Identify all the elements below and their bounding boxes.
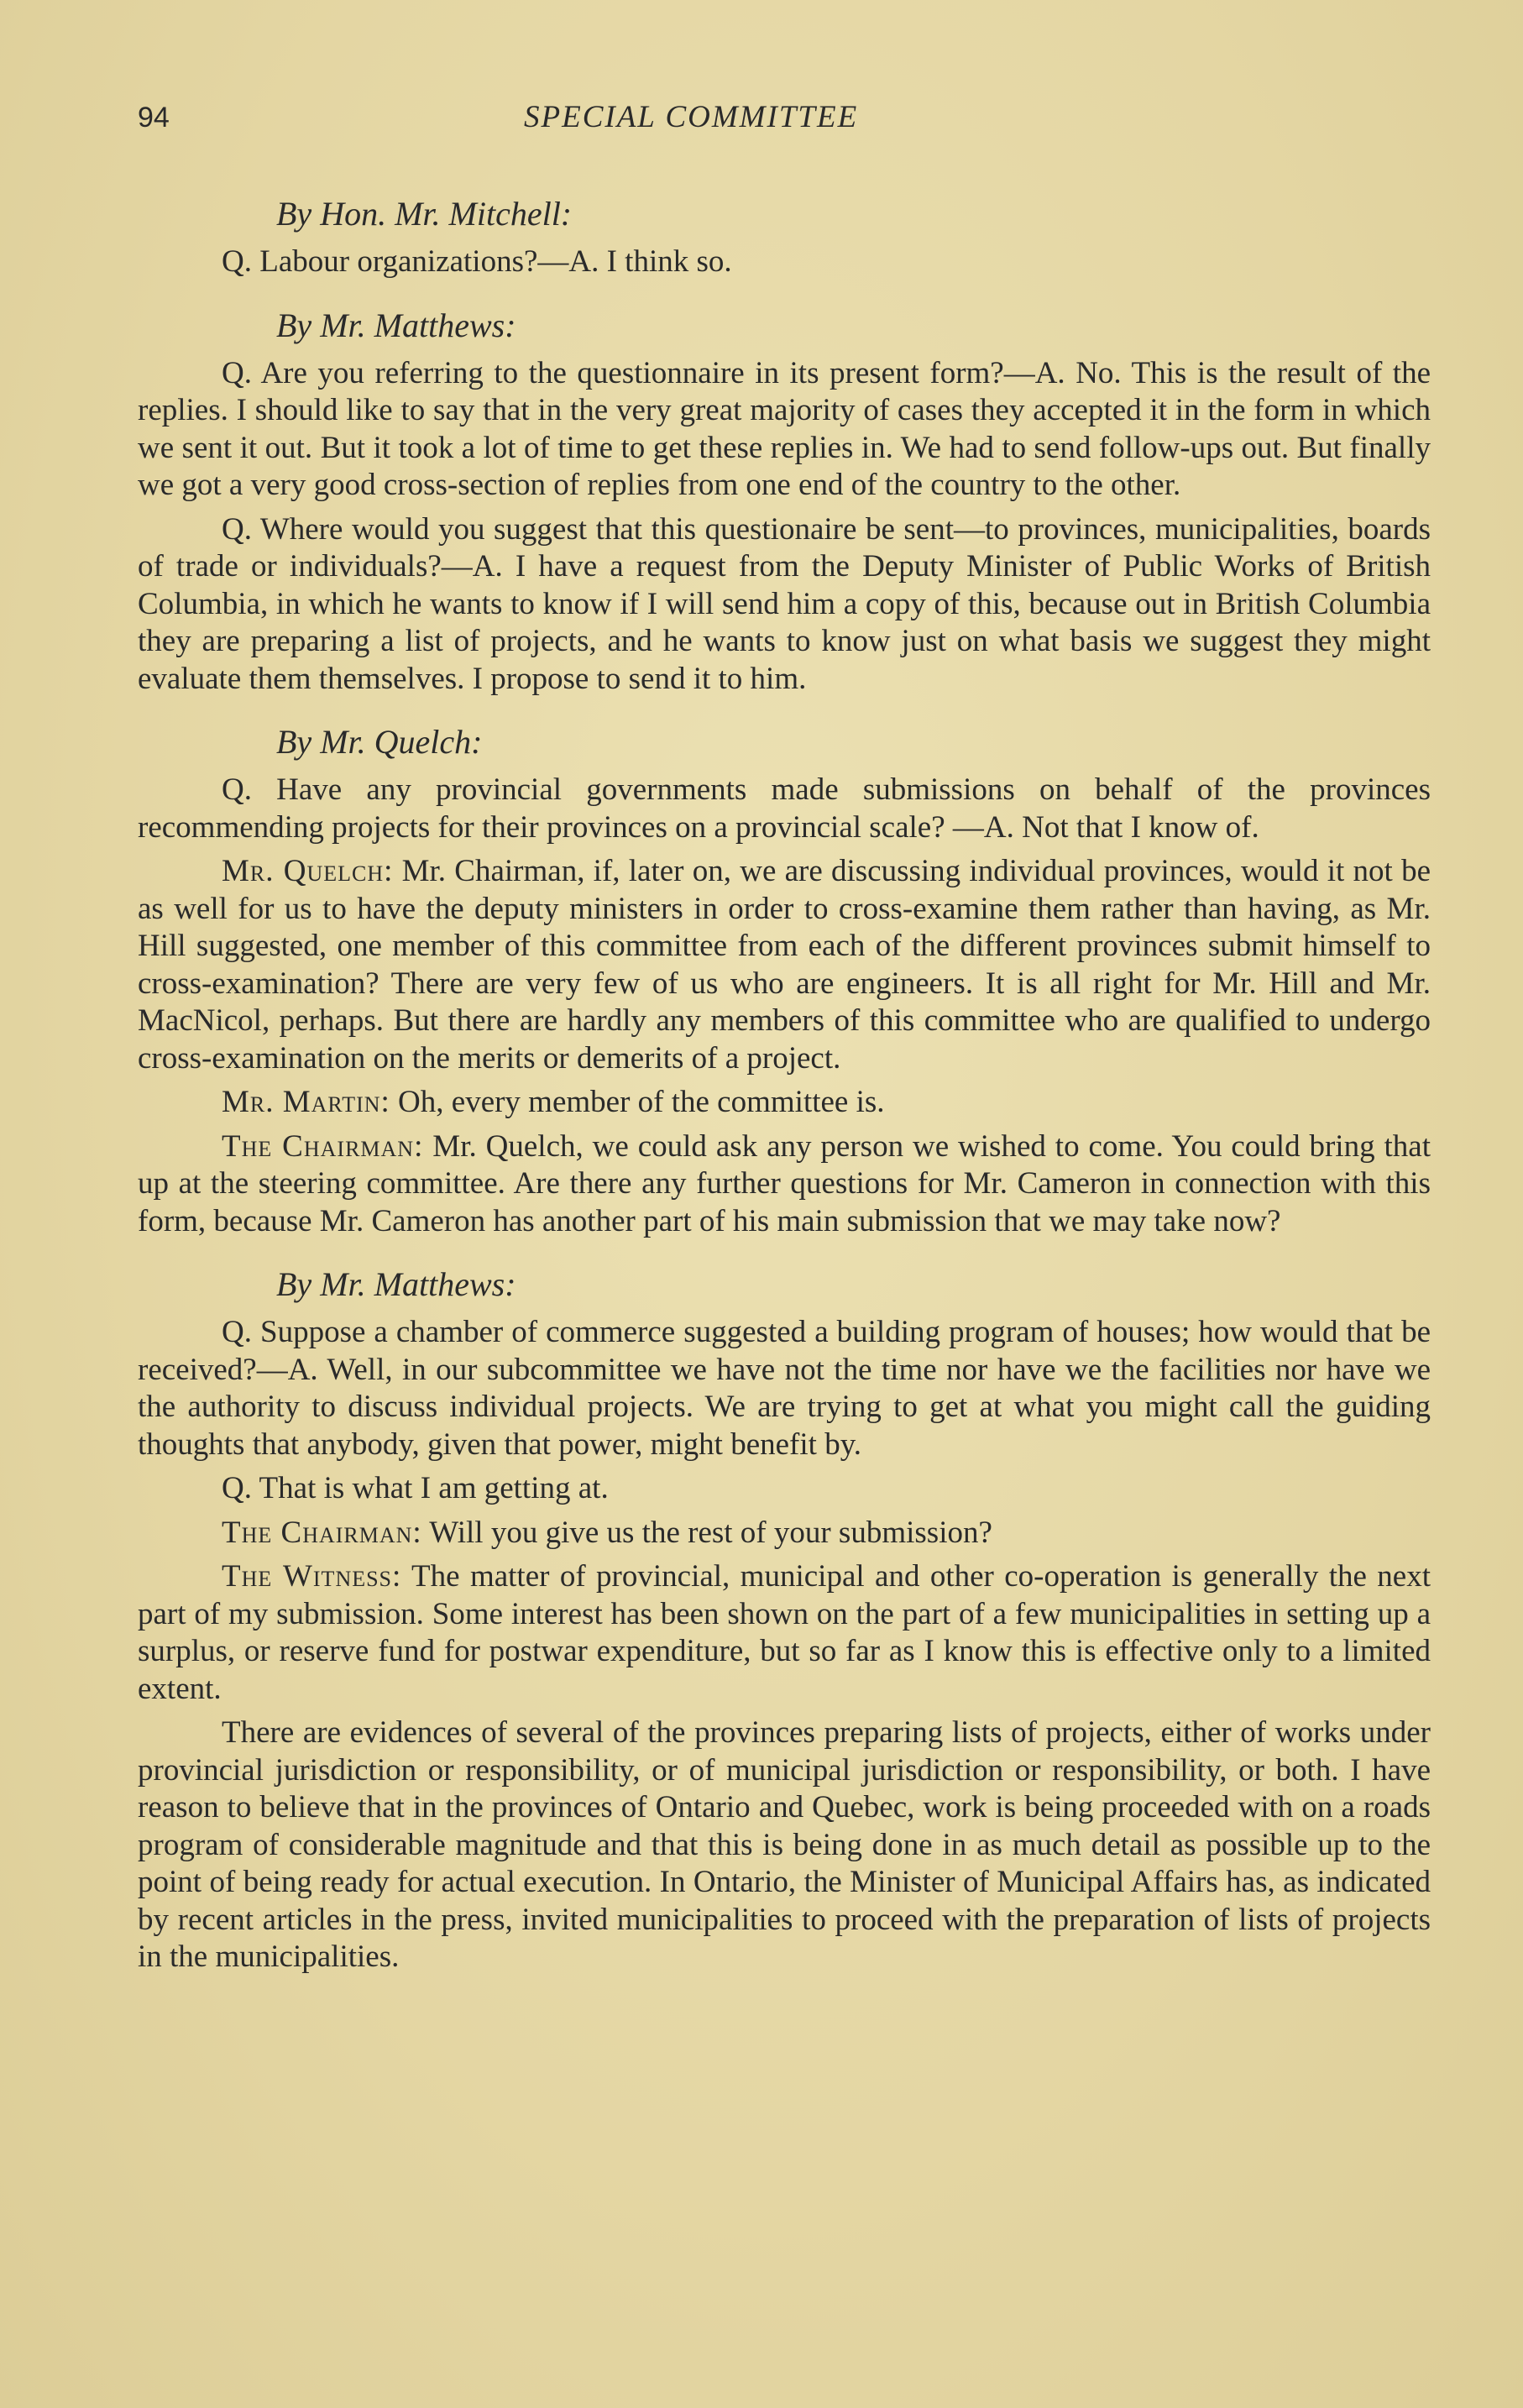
paragraph xyxy=(138,1714,1431,1976)
section-mitchell xyxy=(138,191,1431,281)
paragraph xyxy=(138,1084,1431,1122)
paragraph xyxy=(138,772,1431,846)
paragraph-text: Will you give us the rest of your submission? xyxy=(421,1515,992,1550)
paragraph xyxy=(138,243,1431,281)
examiner-heading: By Mr. Quelch: xyxy=(276,723,483,761)
page-number: 94 xyxy=(138,102,170,133)
document-page xyxy=(138,99,1431,1983)
paragraph xyxy=(138,511,1431,699)
section-quelch xyxy=(138,720,1431,1240)
page-header xyxy=(138,99,1431,149)
speaker-label: The Chairman: xyxy=(222,1128,424,1164)
section-matthews-1 xyxy=(138,303,1431,699)
speaker-label: The Witness: xyxy=(222,1559,402,1594)
paragraph-text: Mr. Quelch, we could ask any person we wished to come. You could bring that up at the steering committee. Are there any further questions for Mr. Cameron in connection with this form, because Mr. Cameron has another part of his main submission that we may take now? xyxy=(138,1128,1431,1238)
examiner-heading: By Mr. Matthews: xyxy=(276,306,516,344)
paragraph-text: Q. Have any provincial governments made submissions on behalf of the provinces recommending projects for their provinces on a provincial scale? —A. Not that I know of. xyxy=(138,772,1431,845)
speaker-label: Mr. Quelch: xyxy=(222,854,394,888)
paragraph xyxy=(138,355,1431,505)
examiner-heading: By Hon. Mr. Mitchell: xyxy=(276,195,573,233)
examiner-heading: By Mr. Matthews: xyxy=(276,1265,516,1303)
running-head: SPECIAL COMMITTEE xyxy=(524,100,859,134)
speaker-label: Mr. Martin: xyxy=(222,1085,390,1119)
paragraph-text: Q. Where would you suggest that this questionaire be sent—to provinces, municipalities, boards of trade or individuals?—A. I have a request from the Deputy Minister of Public Works of British Columbia, in which he wants to know if I will send him a copy of this, because out in British Columbia they are preparing a list of projects, and he wants to know just on what basis we suggest they might evaluate them themselves. I propose to send it to him. xyxy=(138,511,1431,696)
paragraph-text: Oh, every member of the committee is. xyxy=(390,1085,885,1119)
paragraph-text: Q. Labour organizations?—A. I think so. xyxy=(222,244,732,279)
paragraph xyxy=(138,1470,1431,1508)
paragraph xyxy=(138,1128,1431,1241)
paragraph xyxy=(138,853,1431,1077)
paragraph-text: There are evidences of several of the provinces preparing lists of projects, either of works under provincial jurisdiction or responsibility, or of municipal jurisdiction or responsibility, or both. I have reason to believe that in the provinces of Ontario and Quebec, work is being proceeded with on a roads program of considerable magnitude and that this is being done in as much detail as possible up to the point of being ready for actual execution. In Ontario, the Minister of Municipal Affairs has, as indicated by recent articles in the press, invited municipalities to proceed with the preparation of lists of projects in the municipalities. xyxy=(138,1715,1431,1974)
paragraph-text: Q. That is what I am getting at. xyxy=(222,1471,609,1505)
paragraph-text: Q. Are you referring to the questionnaire in its present form?—A. No. This is the result of the replies. I should like to say that in the very great majority of cases they accepted it in the form in which we sent it out. But it took a lot of time to get these replies in. We had to send follow-ups out. But finally we got a very good cross-section of replies from one end of the country to the other. xyxy=(138,355,1431,502)
paragraph xyxy=(138,1558,1431,1708)
paragraph-text: The matter of provincial, municipal and other co-operation is generally the next part of my submission. Some interest has been shown on the part of a few municipalities in setting up a surplus, or reserve fund for postwar expenditure, but so far as I know this is effective only to a limited extent. xyxy=(138,1559,1431,1706)
paragraph xyxy=(138,1314,1431,1463)
section-matthews-2 xyxy=(138,1262,1431,1976)
paragraph-text: Q. Suppose a chamber of commerce suggested a building program of houses; how would that be received?—A. Well, in our subcommittee we have not the time nor have we the facilities nor have we the authority to discuss individual projects. We are trying to get at what you might call the guiding thoughts that anybody, given that power, might benefit by. xyxy=(138,1315,1431,1462)
paragraph-text: Mr. Chairman, if, later on, we are discussing individual provinces, would it not be as well for us to have the deputy ministers in order to cross-examine them rather than having, as Mr. Hill suggested, one member of this committee from each of the different provinces submit himself to cross-examination? There are very few of us who are engineers. It is all right for Mr. Hill and Mr. MacNicol, perhaps. But there are hardly any members of this committee who are qualified to undergo cross-examination on the merits or demerits of a project. xyxy=(138,854,1431,1076)
paragraph xyxy=(138,1515,1431,1552)
speaker-label: The Chairman: xyxy=(222,1515,422,1550)
